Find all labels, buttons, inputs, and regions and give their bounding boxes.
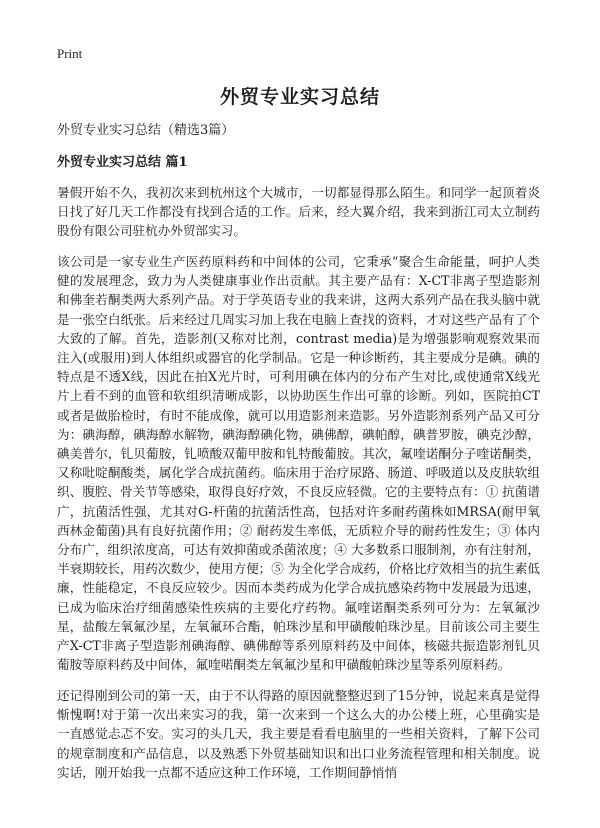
paragraph-text: 暑假开始不久，我初次来到杭州这个大城市，一切都显得那么陌生。和同学一起顶着炎日找了好几天工作都没有找到合适的工作。后来，经大翼介绍，我来到浙江司太立制药股份有限公司驻杭办外贸部实习。: [57, 185, 540, 239]
body-paragraph-1: [57, 183, 540, 241]
body-paragraph-3: [57, 686, 540, 782]
document-title: 外贸专业实习总结: [219, 86, 380, 108]
document-subtitle: 外贸专业实习总结（精选3篇）: [57, 123, 235, 138]
body-paragraph-2: [57, 252, 540, 674]
paragraph-text: 还记得刚到公司的第一天，由于不认得路的原因就整整迟到了15分钟，说起来真是觉得惭愧啊!对于第一次出来实习的我，第一次来到一个这么大的办公楼上班，心里确实是一直感觉忐忑不安。实习的头几天，我主要是看看电脑里的一些相关资料，了解下公司的规章制度和产品信息，以及熟悉下外贸基础知识和出口业务流程管理和相关制度。说实话，刚开始我一点都不适应这种工作环境，工作期间静悄悄: [57, 688, 540, 780]
print-label: Print: [57, 46, 83, 61]
paragraph-text: 该公司是一家专业生产医药原料药和中间体的公司，它秉承“聚合生命能量，呵护人类健的发展理念，致力为人类健康事业作出贡献。其主要产品有：X-CT非离子型造影剂和佛奎若酮类两大系列产品。对于学英语专业的我来讲，这两大系列产品在我头脑中就是一张空白纸张。后来经过几周实习加上我在电脑上查找的资料，才对这些产品有了个大致的了解。首先，造影剂(又称对比剂，contrast media)是为增强影响观察效果而注入(或服用)到人体组织或器官的化学制品。它是一种诊断药，其主要成分是碘。碘的特点是不透X线，因此在拍X光片时，可利用碘在体内的分布产生对比,或使通常X线光片上看不到的血管和软组织清晰成影，以协助医生作出可靠的诊断。列如，医院拍CT或者是做胎检时，有时不能成像，就可以用造影剂来造影。另外造影剂系列产品又可分为：碘海醇，碘海醇水解物，碘海醇碘化物，碘佛醇，碘帕醇，碘普罗胺，碘克沙醇，碘美普尔，钆贝葡胺，钆喷酸双葡甲胺和钆特酸葡胺。其次，氟喹诺酮分子喹诺酮类，又称吡啶酮酸类，属化学合成抗菌药。临床用于治疗尿路、肠道、呼吸道以及皮肤软组织、腹腔、骨关节等感染，取得良好疗效，不良反应轻微。它的主要特点有：① 抗菌谱广，抗菌活性强，尤其对G-杆菌的抗菌活性高，包括对许多耐药菌株如MRSA(耐甲氧西林金葡菌)具有良好抗菌作用；② 耐药发生率低，无质粒介导的耐药性发生；③ 体内分布广，组织浓度高，可达有效抑菌或杀菌浓度；④ 大多数系口服制剂，亦有注射剂，半衰期较长，用药次数少，使用方便；⑤ 为全化学合成药，价格比疗效相当的抗生素低廉，性能稳定，不良反应较少。因而本类药成为化学合成抗感染药物中发展最为迅速，已成为临床治疗细菌感染性疾病的主要化疗药物。氟喹诺酮类系列可分为：左氧氟沙星，盐酸左氧氟沙星，左氧氟环合酯，帕珠沙星和甲磺酸帕珠沙星。目前该公司主要生产X-CT非离子型造影剂碘海醇、碘佛醇等系列原料药及中间体，核磁共振造影剂钆贝葡胺等原料药及中间体，氟喹喏酮类左氧氟沙星和甲磺酸帕珠沙星等系列原料药。: [57, 254, 540, 673]
section-heading: 外贸专业实习总结 篇1: [57, 155, 188, 170]
